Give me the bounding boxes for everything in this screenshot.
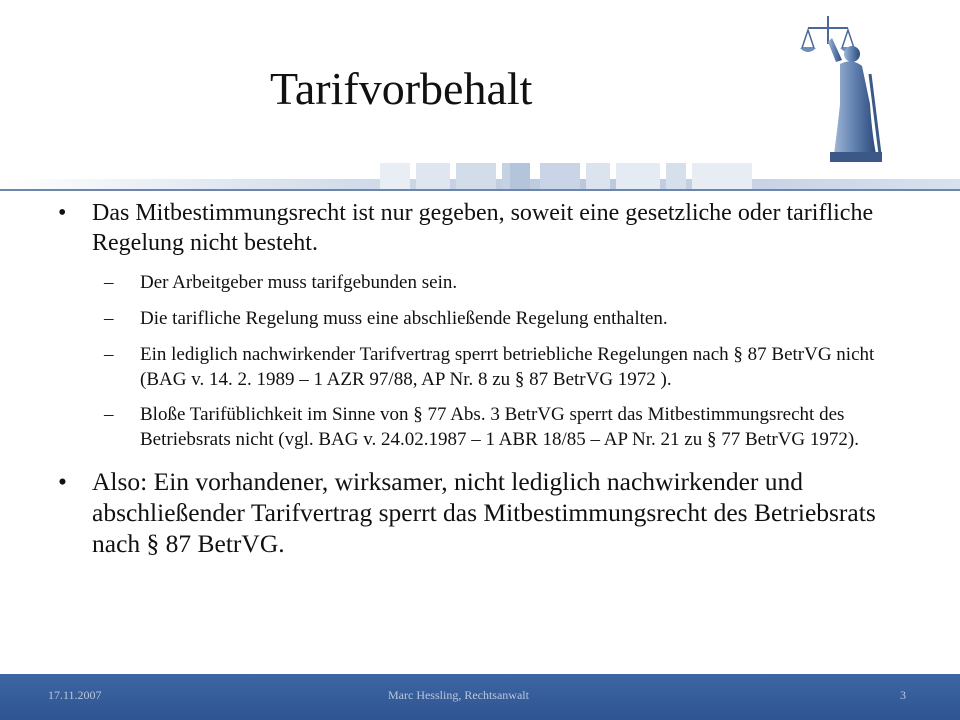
bullet-marker: • (58, 467, 67, 496)
sub-bullet-item (58, 306, 918, 332)
dash-marker: – (104, 344, 114, 365)
sub-bullet-item (58, 270, 918, 296)
dash-marker: – (104, 272, 114, 293)
bullet-item (58, 198, 918, 258)
sub-bullet-text: Die tarifliche Regelung muss eine abschließende Regelung enthalten. (140, 308, 668, 329)
dash-marker: – (104, 308, 114, 329)
sub-bullet-item (58, 402, 918, 452)
dash-marker: – (104, 404, 114, 425)
bullet-marker: • (58, 200, 67, 226)
slide-content (58, 198, 918, 571)
sub-bullet-item (58, 342, 918, 392)
justitia-statue-icon (790, 4, 890, 164)
slide-title: Tarifvorbehalt (270, 63, 533, 114)
sub-bullet-text: Bloße Tarifüblichkeit im Sinne von § 77 Abs. 3 BetrVG sperrt das Mitbestimmungsrecht des Betriebsrats nicht (vgl. BAG v. 24.02.1987 – 1 ABR 18/85 – AP Nr. 21 zu § 77 BetrVG 1972). (140, 404, 859, 450)
bullet-text: Also: Ein vorhandener, wirksamer, nicht lediglich nachwirkender und abschließender Tarifvertrag sperrt das Mitbestimmungsrecht des Betriebsrats nach § 87 BetrVG. (92, 467, 876, 558)
bullet-text: Das Mitbestimmungsrecht ist nur gegeben, soweit eine gesetzliche oder tarifliche Regelung nicht besteht. (92, 200, 874, 256)
slide-footer (0, 674, 960, 720)
footer-date: 17.11.2007 (48, 688, 102, 702)
bullet-item (58, 466, 918, 559)
sub-bullet-text: Der Arbeitgeber muss tarifgebunden sein. (140, 272, 458, 293)
sub-bullet-text: Ein lediglich nachwirkender Tarifvertrag sperrt betriebliche Regelungen nach § 87 BetrVG nicht (BAG v. 14. 2. 1989 – 1 AZR 97/88, AP Nr. 8 zu § 87 BetrVG 1972 ). (140, 344, 875, 390)
footer-author: Marc Hessling, Rechtsanwalt (388, 688, 529, 702)
title-divider-line (0, 189, 960, 191)
footer-page-number: 3 (900, 688, 906, 702)
